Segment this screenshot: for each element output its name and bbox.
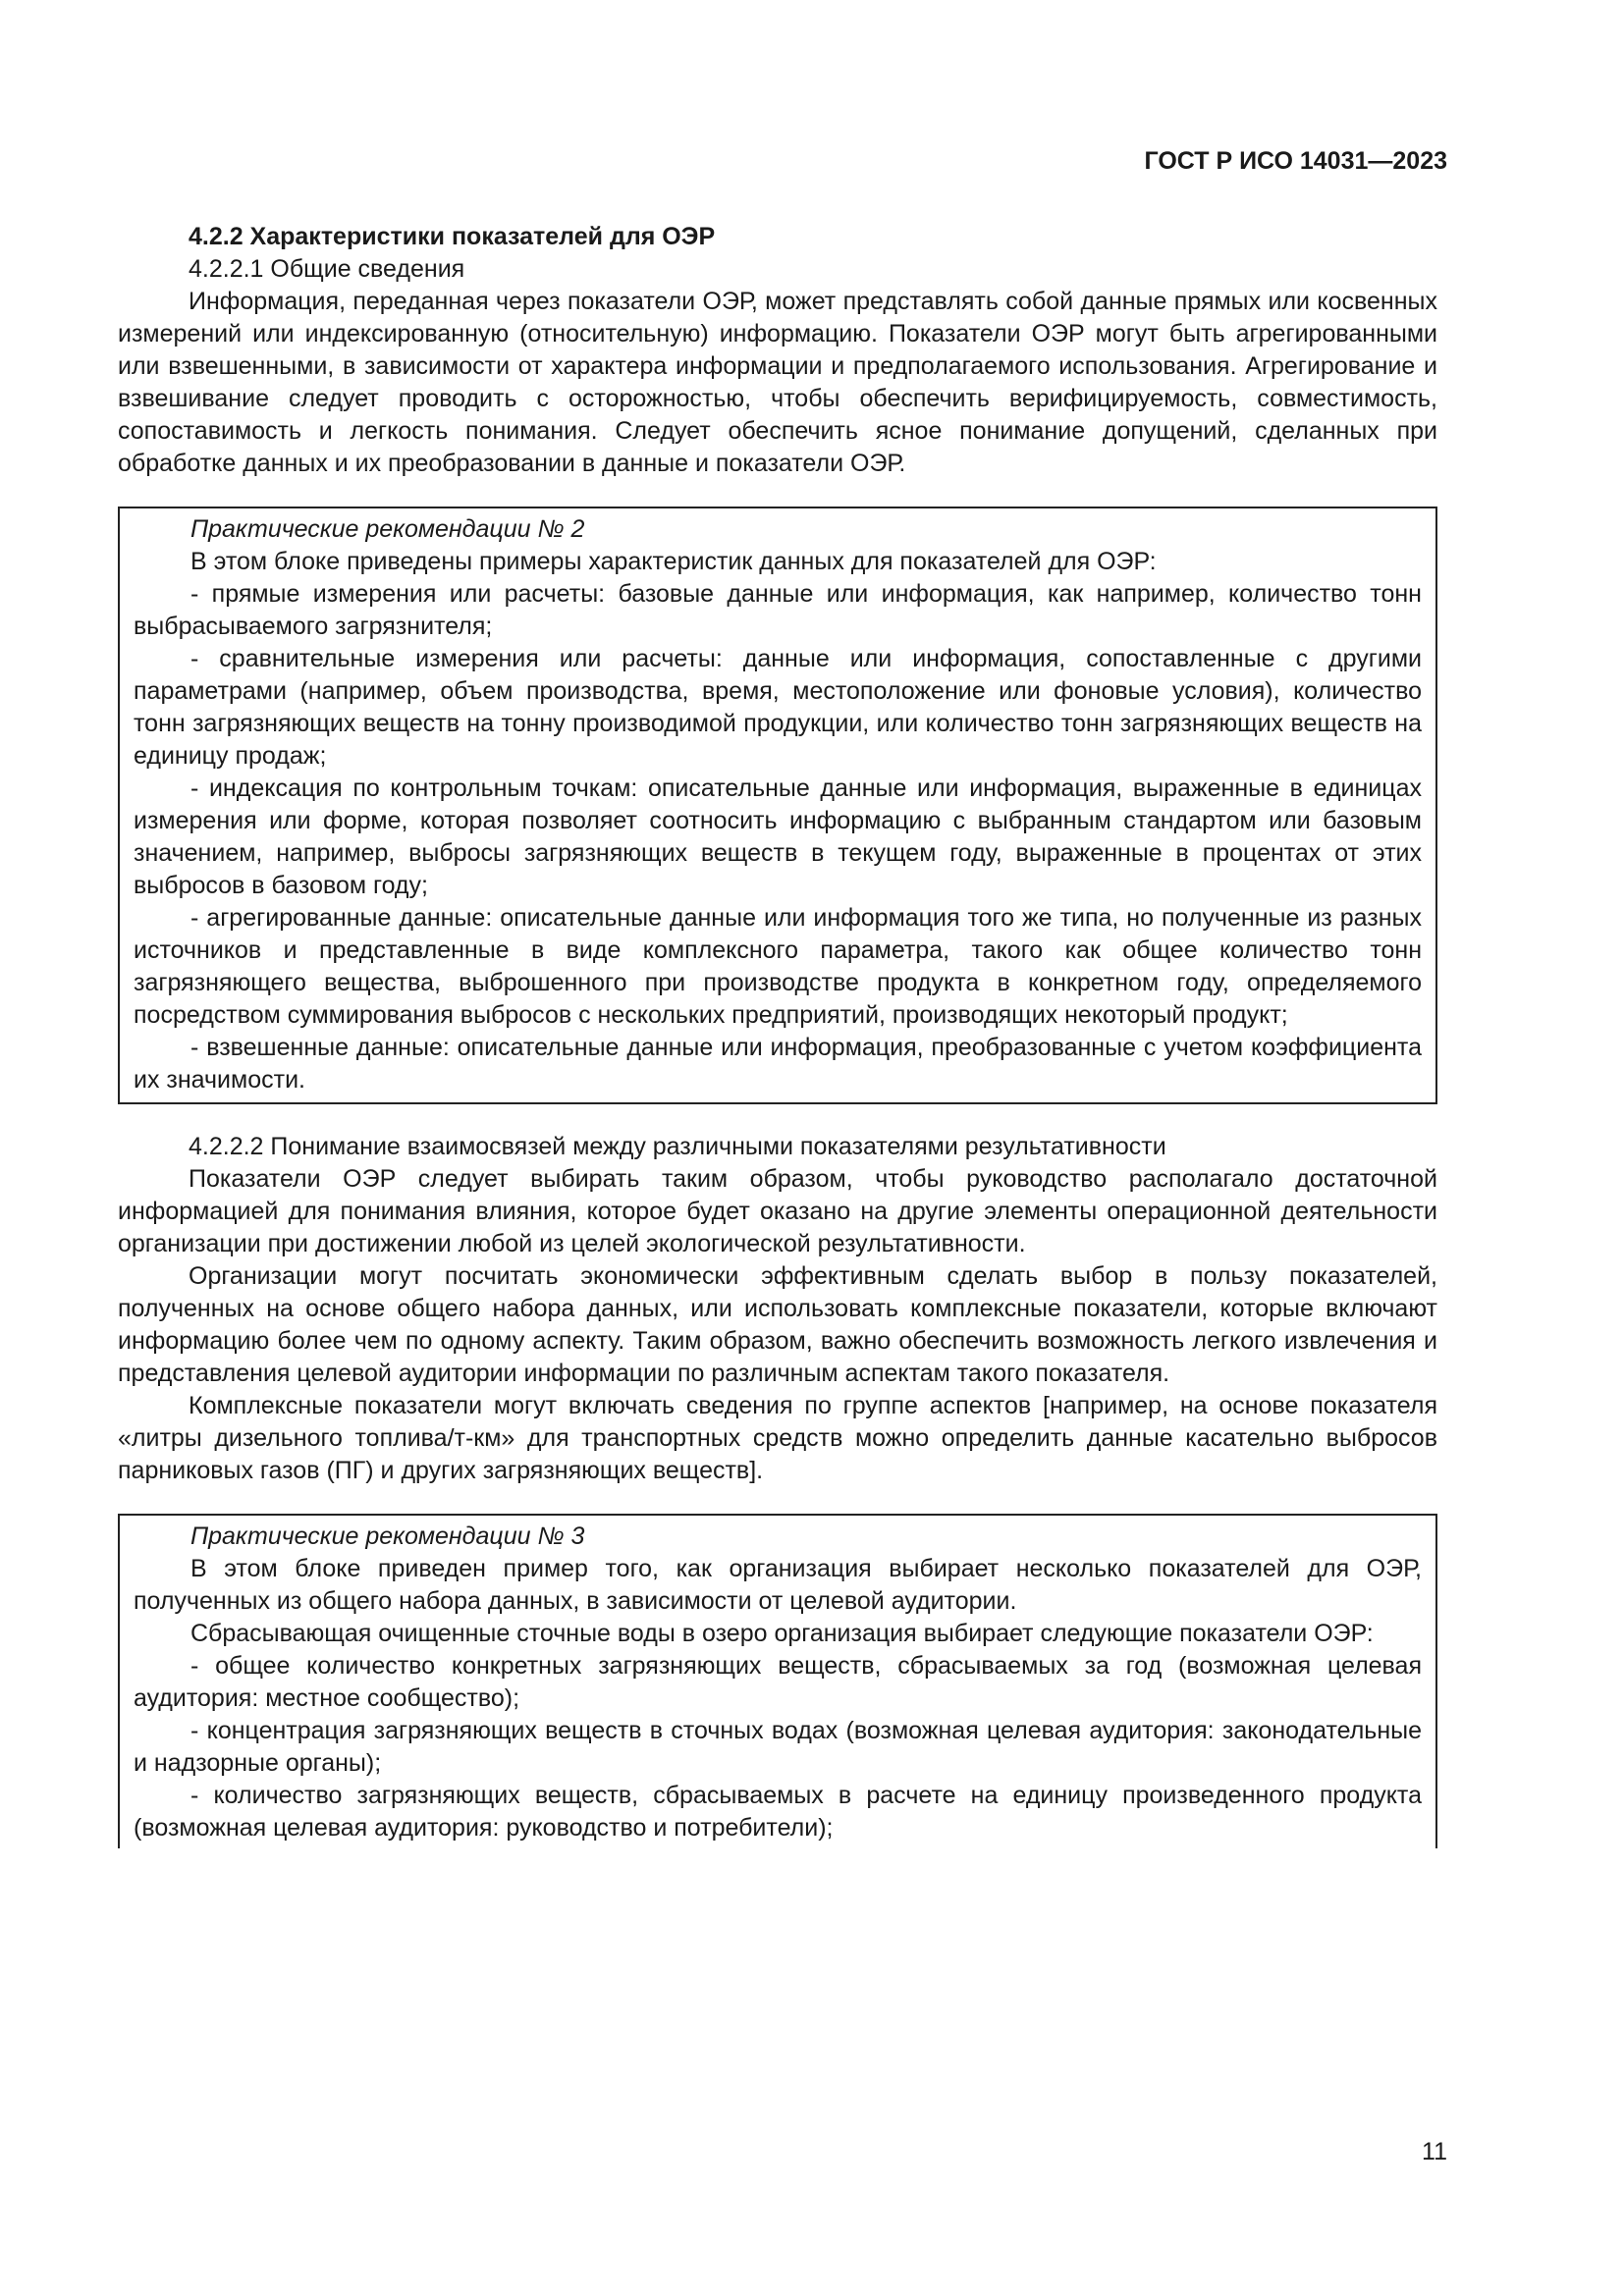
list-item: - агрегированные данные: описательные данные или информация того же типа, но полученные из разных источников и представленные в виде комплексного параметра, такого как общее количество тонн загрязняющего вещества, выброшенного при производстве продукта в конкретном году, определяемого посредством суммирования выбросов с нескольких предприятий, производящих некоторый продукт;	[134, 904, 1422, 1029]
list-item: - взвешенные данные: описательные данные или информация, преобразованные с учетом коэффициента их значимости.	[134, 1034, 1422, 1094]
page-content	[118, 221, 1437, 1848]
list-item: - индексация по контрольным точкам: описательные данные или информация, выраженные в единицах измерения или форме, которая позволяет соотносить информацию с выбранным стандартом или базовым значением, например, выбросы загрязняющих веществ в текущем году, выраженные в процентах от этих выбросов в базовом году;	[134, 774, 1422, 899]
document-standard-header: ГОСТ Р ИСО 14031—2023	[1144, 147, 1447, 175]
body-paragraph: Информация, переданная через показатели ОЭР, может представлять собой данные прямых или косвенных измерений или индексированную (относительную) информацию. Показатели ОЭР могут быть агрегированными или взвешенными, в зависимости от характера информации и предполагаемого использования. Агрегирование и взвешивание следует проводить с осторожностью, чтобы обеспечить верифицируемость, совместимость, сопоставимость и легкость понимания. Следует обеспечить ясное понимание допущений, сделанных при обработке данных и их преобразовании в данные и показатели ОЭР.	[118, 288, 1437, 477]
section-heading: 4.2.2 Характеристики показателей для ОЭР	[189, 223, 716, 250]
list-item: - прямые измерения или расчеты: базовые данные или информация, как например, количество тонн выбрасываемого загрязнителя;	[134, 580, 1422, 640]
recommendation-box	[118, 507, 1437, 1104]
list-item: - общее количество конкретных загрязняющих веществ, сбрасываемых за год (возможная целевая аудитория: местное сообщество);	[134, 1652, 1422, 1712]
subsection-title: 4.2.2.2 Понимание взаимосвязей между различными показателями результативности	[189, 1133, 1166, 1160]
subsection-title: 4.2.2.1 Общие сведения	[189, 255, 465, 283]
box-title: Практические рекомендации № 2	[190, 515, 585, 543]
list-item: - концентрация загрязняющих веществ в сточных водах (возможная целевая аудитория: законодательные и надзорные органы);	[134, 1717, 1422, 1777]
body-paragraph: Показатели ОЭР следует выбирать таким образом, чтобы руководство располагало достаточной информацией для понимания влияния, которое будет оказано на другие элементы операционной деятельности организации при достижении любой из целей экологической результативности.	[118, 1165, 1437, 1257]
list-item: - сравнительные измерения или расчеты: данные или информация, сопоставленные с другими параметрами (например, объем производства, время, местоположение или фоновые условия), количество тонн загрязняющих веществ на тонну производимой продукции, или количество тонн загрязняющих веществ на единицу продаж;	[134, 645, 1422, 770]
body-paragraph: Комплексные показатели могут включать сведения по группе аспектов [например, на основе показателя «литры дизельного топлива/т-км» для транспортных средств можно определить данные касательно выбросов парниковых газов (ПГ) и других загрязняющих веществ].	[118, 1392, 1437, 1484]
box-intro: В этом блоке приведены примеры характеристик данных для показателей для ОЭР:	[190, 548, 1157, 575]
box-intro: Сбрасывающая очищенные сточные воды в озеро организация выбирает следующие показатели ОЭР:	[190, 1620, 1374, 1647]
recommendation-box	[118, 1514, 1437, 1848]
box-intro: В этом блоке приведен пример того, как организация выбирает несколько показателей для ОЭР, полученных из общего набора данных, в зависимости от целевой аудитории.	[134, 1555, 1422, 1615]
body-paragraph: Организации могут посчитать экономически эффективным сделать выбор в пользу показателей, полученных на основе общего набора данных, или использовать комплексные показатели, которые включают информацию более чем по одному аспекту. Таким образом, важно обеспечить возможность легкого извлечения и представления целевой аудитории информации по различным аспектам такого показателя.	[118, 1262, 1437, 1387]
list-item: - количество загрязняющих веществ, сбрасываемых в расчете на единицу произведенного продукта (возможная целевая аудитория: руководство и потребители);	[134, 1782, 1422, 1842]
page-number: 11	[1422, 2138, 1447, 2165]
box-title: Практические рекомендации № 3	[190, 1522, 585, 1550]
